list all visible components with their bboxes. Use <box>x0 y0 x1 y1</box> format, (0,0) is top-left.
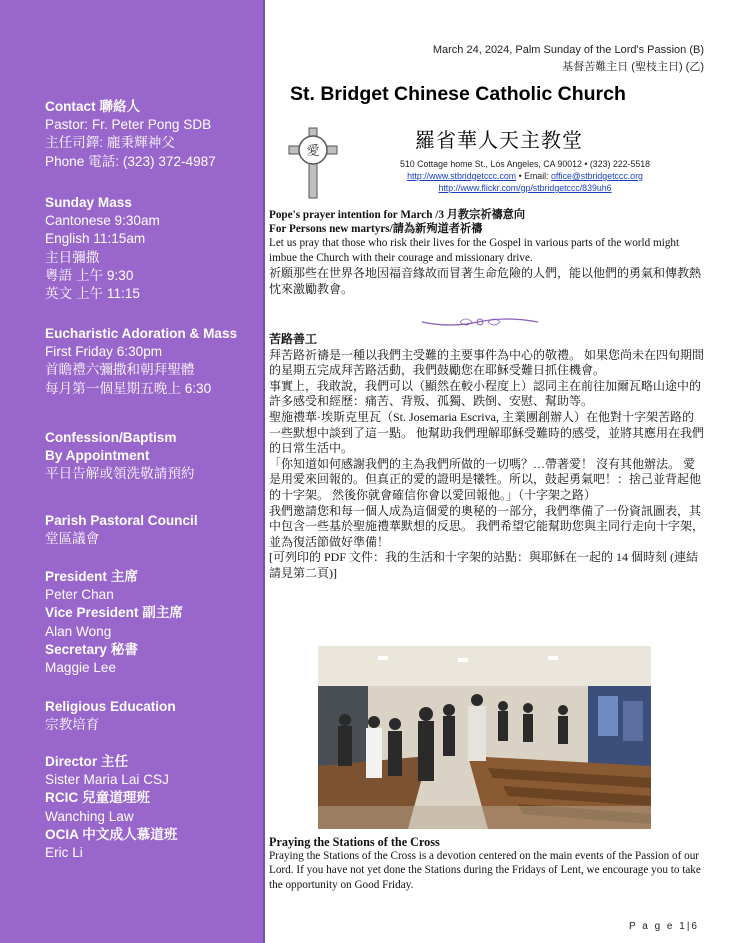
stations-cn-paragraph: 「你知道如何感謝我們的主為我們所做的一切嗎？…帶著愛！ 沒有其他辦法。 愛是用愛來回報的。但真正的愛的證明是犧牲。所以，鼓起勇氣吧！：捨己並背起他的十字架。 然後你就會確信你會以愛回報他。」（十字架之路） <box>269 456 702 502</box>
confession-heading: Confession/Baptism <box>45 430 177 445</box>
confession-line: 平日告解或領洗敬請預約 <box>45 466 195 482</box>
officer-title: President 主席 <box>45 569 138 584</box>
logo-character: 愛 <box>306 144 320 159</box>
staff-name: Wanching Law <box>45 808 134 824</box>
date-english: March 24, 2024, Palm Sunday of the Lord's Passion (B) <box>432 44 704 56</box>
mass-line: 粵語 上午 9:30 <box>45 267 134 283</box>
education-heading: Religious Education <box>45 699 176 714</box>
church-photo <box>318 646 651 829</box>
stations-cn-paragraph: 事實上，我敢說，我們可以（顯然在較小程度上）認同主在前往加爾瓦略山途中的許多感受和經歷：痛苦、背叛、孤獨、跌倒、安慰、幫助等。 <box>269 378 702 409</box>
council-section <box>45 512 198 548</box>
stations-cn-paragraph: [可列印的 PDF 文件：我的生活和十字架的站點：與耶穌在一起的 14 個時刻 (連結請見第二頁)] <box>269 550 699 580</box>
education-line: 宗教培育 <box>45 717 100 733</box>
mass-line: Cantonese 9:30am <box>45 213 160 229</box>
date-chinese: 基督苦難主日 (聖枝主日) (乙) <box>562 61 704 73</box>
flickr-line <box>365 183 685 193</box>
staff-title: RCIC 兒童道理班 <box>45 790 150 806</box>
council-heading: Parish Pastoral Council <box>45 513 198 528</box>
staff-name: Sister Maria Lai CSJ <box>45 772 169 788</box>
adoration-line: 首瞻禮六彌撒和朝拜聖體 <box>45 362 195 378</box>
stations-en-heading: Praying the Stations of the Cross <box>269 835 440 849</box>
mass-heading: Sunday Mass <box>45 195 132 210</box>
council-line: 堂區議會 <box>45 531 100 547</box>
staff-name: Eric Li <box>45 845 83 861</box>
confession-section <box>45 429 195 484</box>
pastor-cn-line: 主任司鐸: 龐秉輝神父 <box>45 135 175 151</box>
officer-name: Peter Chan <box>45 587 114 603</box>
staff-title: OCIA 中文成人慕道班 <box>45 826 178 842</box>
stations-cn-paragraph: 我們邀請您和每一個人成為這個愛的奧秘的一部分，我們準備了一份資訊圖表，其中包含一些基於聖施禮華默想的反思。 我們希望它能幫助您與主同行走向十字架，並為復活節做好準備！ <box>269 503 705 549</box>
email-label: • Email: <box>516 171 551 181</box>
staff-title: Director 主任 <box>45 754 129 769</box>
contact-links <box>365 171 685 181</box>
stations-chinese <box>269 332 704 582</box>
church-title-chinese: 羅省華人天主教堂 <box>415 130 583 152</box>
mass-line: 英文 上午 11:15 <box>45 286 140 302</box>
prayer-subheading: For Persons new martyrs/請為新殉道者祈禱 <box>269 223 483 236</box>
officers-section <box>45 568 183 677</box>
mass-section <box>45 194 160 303</box>
officer-name: Alan Wong <box>45 623 112 639</box>
main-content <box>265 0 747 943</box>
pastor-line: Pastor: Fr. Peter Pong SDB <box>45 117 212 133</box>
cross-logo-icon <box>287 126 339 200</box>
adoration-line: 每月第一個星期五晚上 6:30 <box>45 380 212 396</box>
confession-subheading: By Appointment <box>45 448 150 464</box>
prayer-text-cn: 祈願那些在世界各地因福音緣故而冒著生命危險的人們，能以他們的勇氣和傳教熱忱來激勵教會。 <box>269 265 702 296</box>
prayer-text-en: Let us pray that those who risk their lives for the Gospel in various parts of the world might imbue the Church with their courage and missionary drive. <box>269 237 680 264</box>
officer-name: Maggie Lee <box>45 660 117 676</box>
mass-line: 主日彌撒 <box>45 249 100 265</box>
stations-cn-heading: 苦路善工 <box>269 332 318 346</box>
education-section <box>45 698 176 734</box>
flickr-link[interactable]: http://www.flickr.com/gp/stbridgetccc/839uh6 <box>438 183 612 193</box>
adoration-section <box>45 325 237 398</box>
officer-title: Vice President 副主席 <box>45 605 184 621</box>
stations-cn-paragraph: 拜苦路祈禱是一種以我們主受難的主要事件為中心的敬禮。 如果您尚未在四旬期間的星期五完成拜苦路活動，我們鼓勵您在耶穌受難日抓住機會。 <box>269 347 705 378</box>
address: 510 Cottage home St., Los Angeles, CA 90012 • (323) 222-5518 <box>399 159 651 169</box>
stations-en-text: Praying the Stations of the Cross is a devotion centered on the main events of the Passion of our Lord. If you have not yet done the Stations during the Fridays of Lent, we encourage you to take the opportunity on Good Friday. <box>269 850 701 891</box>
stations-english <box>269 835 704 892</box>
contact-heading: Contact 聯絡人 <box>45 99 141 114</box>
prayer-heading: Pope's prayer intention for March /3 月教宗祈禱意向 <box>269 209 526 221</box>
prayer-intention <box>269 208 704 297</box>
church-title: St. Bridget Chinese Catholic Church <box>290 83 626 105</box>
contact-section <box>45 98 216 171</box>
mass-line: English 11:15am <box>45 231 146 247</box>
email-link[interactable]: office@stbridgetccc.org <box>551 171 643 181</box>
stations-cn-paragraph: 聖施禮華·埃斯克里瓦（St. Josemaria Escriva, 主業團創辦人）在他對十字架苦路的一些默想中談到了這一點。 他幫助我們理解耶穌受難時的感受，並將其應用在我們的日常生活中。 <box>269 409 705 456</box>
staff-section <box>45 753 177 862</box>
adoration-line: First Friday 6:30pm <box>45 344 163 360</box>
ornamental-divider-icon <box>420 314 540 330</box>
phone-line: Phone 電話: (323) 372-4987 <box>45 153 216 169</box>
officer-title: Secretary 秘書 <box>45 641 138 657</box>
adoration-heading: Eucharistic Adoration & Mass <box>45 326 238 341</box>
website-link[interactable]: http://www.stbridgetccc.com <box>407 171 517 181</box>
page-number: P a g e 1|6 <box>628 921 699 932</box>
